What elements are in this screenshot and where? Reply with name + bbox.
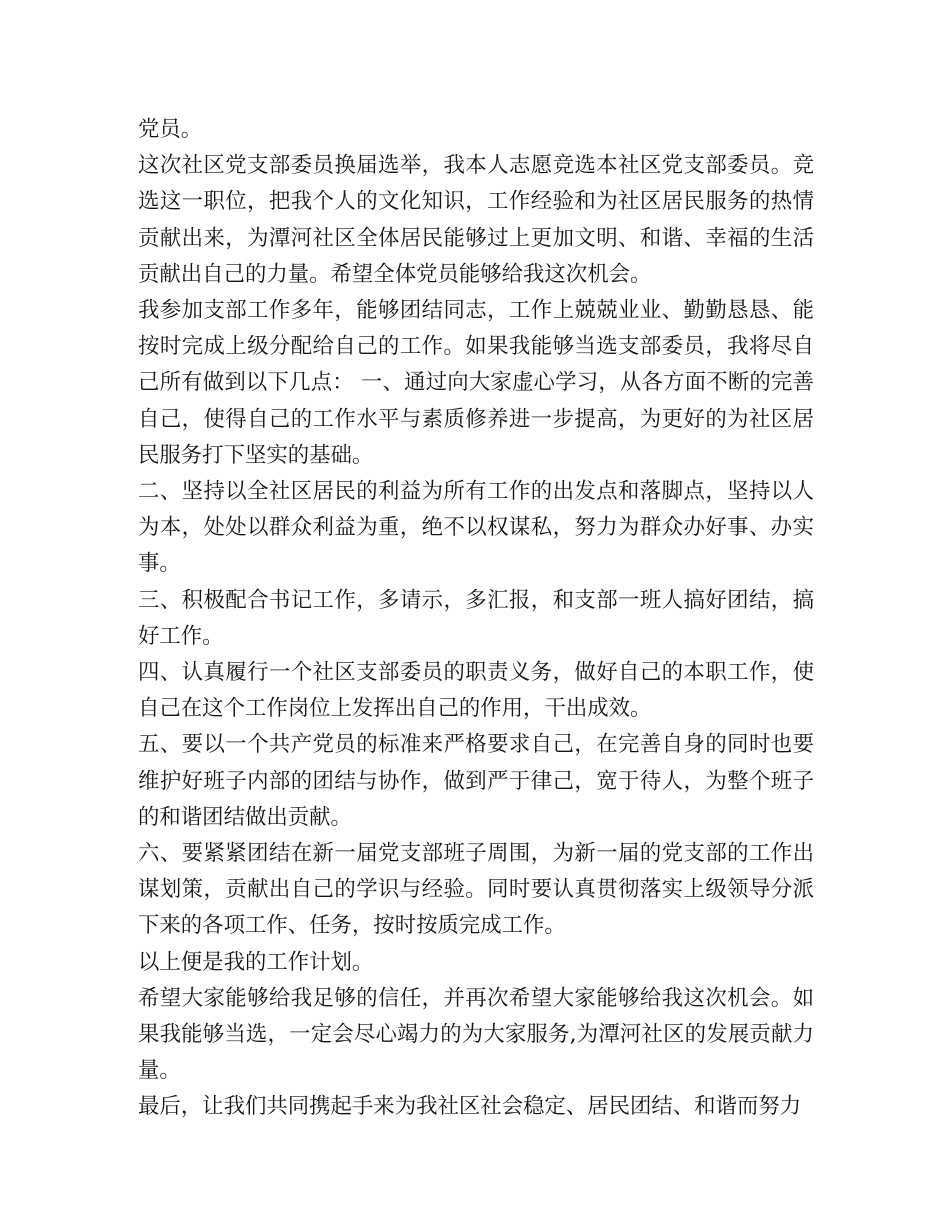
paragraph-8: 六、要紧紧团结在新一届党支部班子周围，为新一届的党支部的工作出谋划策，贡献出自己的学识与经验。同时要认真贯彻落实上级领导分派下来的各项工作、任务，按时按质完成工作。 [138, 841, 814, 939]
paragraph-11: 最后，让我们共同携起手来为我社区社会稳定、居民团结、和谐而努力 [138, 1094, 802, 1120]
paragraph-10: 希望大家能够给我足够的信任，并再次希望大家能够给我这次机会。如果我能够当选，一定会尽心竭力的为大家服务,为潭河社区的发展贡献力量。 [138, 985, 814, 1084]
paragraph-1: 党员。 [138, 117, 203, 142]
paragraph-9: 以上便是我的工作计划。 [138, 949, 374, 975]
paragraph-5: 三、积极配合书记工作，多请示，多汇报，和支部一班人搞好团结，搞好工作。 [138, 587, 814, 649]
document-body [138, 112, 814, 1126]
paragraph-2: 这次社区党支部委员换届选举，我本人志愿竞选本社区党支部委员。竞选这一职位，把我个人的文化知识，工作经验和为社区居民服务的热情贡献出来，为潭河社区全体居民能够过上更加文明、和谐、幸福的生活贡献出自己的力量。希望全体党员能够给我这次机会。 [138, 153, 814, 287]
paragraph-4: 二、坚持以全社区居民的利益为所有工作的出发点和落脚点，坚持以人为本，处处以群众利益为重，绝不以权谋私，努力为群众办好事、办实事。 [138, 479, 814, 577]
paragraph-7: 五、要以一个共产党员的标准来严格要求自己，在完善自身的同时也要维护好班子内部的团结与协作，做到严于律己，宽于待人，为整个班子的和谐团结做出贡献。 [138, 732, 814, 830]
paragraph-6: 四、认真履行一个社区支部委员的职责义务，做好自己的本职工作，使自己在这个工作岗位上发挥出自己的作用，干出成效。 [138, 660, 814, 722]
paragraph-3: 我参加支部工作多年，能够团结同志，工作上兢兢业业、勤勤恳恳、能按时完成上级分配给自己的工作。如果我能够当选支部委员，我将尽自己所有做到以下几点： 一、通过向大家虚心学习，从各方面不断的完善自己，使得自己的工作水平与素质修养进一步提高，为更好的为社区居民服务打下坚实的基础。 [138, 298, 814, 468]
